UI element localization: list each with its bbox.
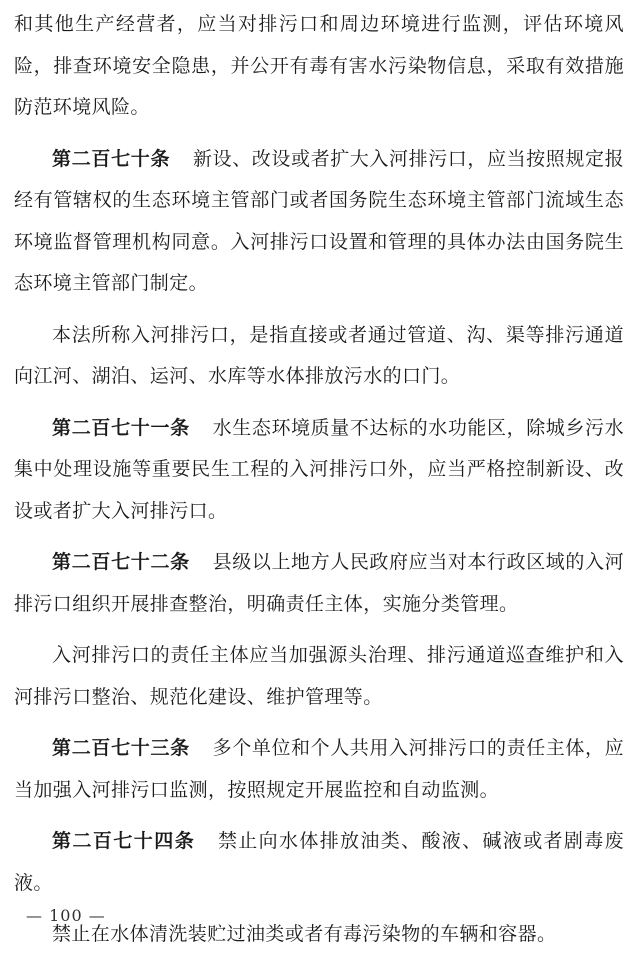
article-heading: 第二百七十三条 [52,737,190,759]
paragraph-text: 本法所称入河排污口，是指直接或者通过管道、沟、渠等排污通道向江河、湖泊、运河、水库等水体排放污水的口门。 [14,323,624,387]
paragraph-text: 水生态环境质量不达标的水功能区，除城乡污水集中处理设施等重要民生工程的入河排污口外，应当严格控制新设、改设或者扩大入河排污口。 [14,416,624,522]
article-heading: 第二百七十条 [52,147,171,170]
paragraph-continuation [14,4,624,129]
page-number: — 100 — [26,906,106,925]
article-heading: 第二百七十一条 [52,416,190,439]
article-273 [14,728,624,811]
paragraph-text: 禁止在水体清洗装贮过油类或者有毒污染物的车辆和容器。 [52,923,557,945]
paragraph-text: 新设、改设或者扩大入河排污口，应当按照规定报经有管辖权的生态环境主管部门或者国务院生态环境主管部门流域生态环境监督管理机构同意。入河排污口设置和管理的具体办法由国务院生态环境主管部门制定。 [14,147,624,294]
article-272-paragraph-2 [14,635,624,718]
paragraph-text: 和其他生产经营者，应当对排污口和周边环境进行监测，评估环境风险，排查环境安全隐患，并公开有毒有害水污染物信息，采取有效措施防范环境风险。 [14,13,624,118]
paragraph-text: 禁止向水体排放油类、酸液、碱液或者剧毒废液。 [14,830,624,894]
article-274 [14,821,624,904]
article-heading: 第二百七十四条 [52,830,196,852]
article-heading: 第二百七十二条 [52,551,190,573]
article-271 [14,408,624,533]
article-272 [14,542,624,625]
article-270 [14,139,624,305]
article-270-paragraph-2 [14,315,624,398]
paragraph-text: 入河排污口的责任主体应当加强源头治理、排污通道巡查维护和入河排污口整治、规范化建设、维护管理等。 [14,644,624,708]
paragraph-text: 县级以上地方人民政府应当对本行政区域的入河排污口组织开展排查整治，明确责任主体，实施分类管理。 [14,551,624,615]
paragraph-text: 多个单位和个人共用入河排污口的责任主体，应当加强入河排污口监测，按照规定开展监控和自动监测。 [14,737,624,801]
document-page [14,4,624,966]
